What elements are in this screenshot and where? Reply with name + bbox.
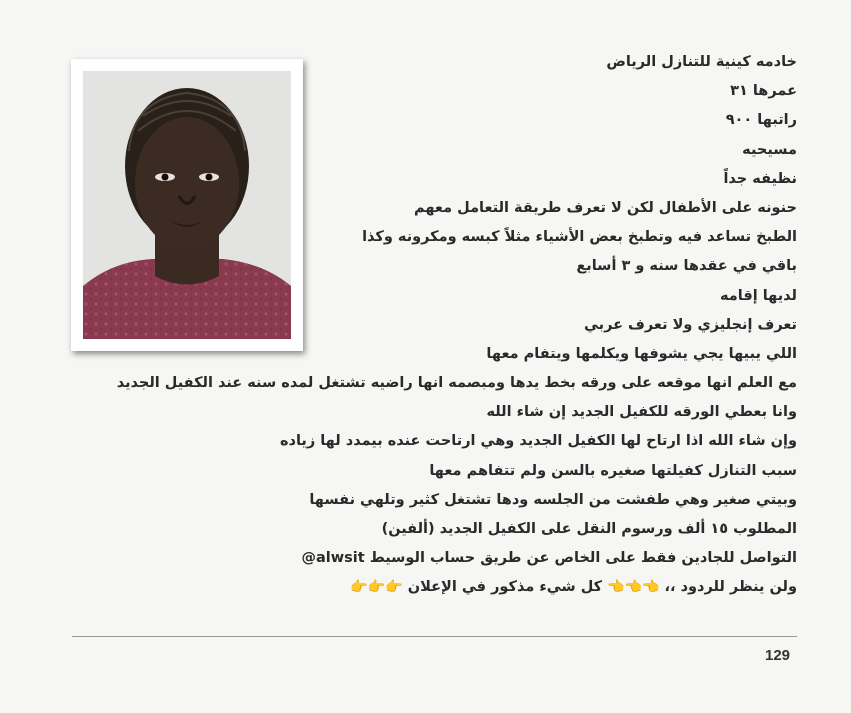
text-line: المطلوب ١٥ ألف ورسوم النقل على الكفيل الجديد (ألفين) [381, 521, 797, 537]
text-line: مع العلم انها موقعه على ورقه بخط يدها ومبصمه انها راضيه تشتغل لمده سنه عند الكفيل الجديد [116, 375, 797, 392]
last-line-text-after: كل شيء مذكور في الإعلان [407, 579, 603, 596]
last-text-line [57, 573, 797, 602]
text-line: الطبخ تساعد فيه وتطبخ بعض الأشياء مثلاً كبسه ومكرونه وكذا [362, 229, 797, 246]
text-line: اللي يبيها يجي يشوفها ويكلمها ويتفام معها [486, 345, 797, 362]
text-line: تعرف إنجليزي ولا تعرف عربي [583, 316, 797, 333]
advertisement-text [57, 48, 797, 603]
text-line: نظيفه جداً [723, 170, 797, 187]
text-line: باقي في عقدها سنه و ٣ أسابع [576, 258, 797, 275]
page-number: 129 [765, 647, 791, 664]
pointing-hand-icons-right: 👉👉👉 [350, 579, 403, 596]
text-line: وانا بعطي الورقه للكفيل الجديد إن شاء الله [486, 404, 797, 421]
last-line-text-before: ولن ينظر للردود ،، [664, 579, 797, 596]
page-divider [72, 636, 797, 637]
text-line: عمرها ٣١ [730, 83, 797, 100]
text-line: وبيتي صغير وهي طفشت من الجلسه ودها تشتغل كثير وتلهي نفسها [309, 491, 797, 508]
text-line: حنونه على الأطفال لكن لا تعرف طريقة التعامل معهم [413, 199, 797, 216]
pointing-hand-icons-left: 👈👈👈 [607, 579, 660, 596]
text-line: راتبها ٩٠٠ [725, 112, 797, 129]
text-line: سبب التنازل كفيلتها صغيره بالسن ولم تتفاهم معها [429, 462, 797, 479]
text-line: خادمه كينية للتنازل الرياض [606, 54, 797, 70]
text-line: لديها إقامه [719, 287, 797, 304]
text-line: التواصل للجادين فقط على الخاص عن طريق حساب الوسيط alwsit@ [301, 550, 797, 567]
text-line: وإن شاء الله اذا ارتاح لها الكفيل الجديد وهي ارتاحت عنده بيمدد لها زياده [279, 433, 797, 450]
text-line: مسيحيه [742, 141, 797, 158]
